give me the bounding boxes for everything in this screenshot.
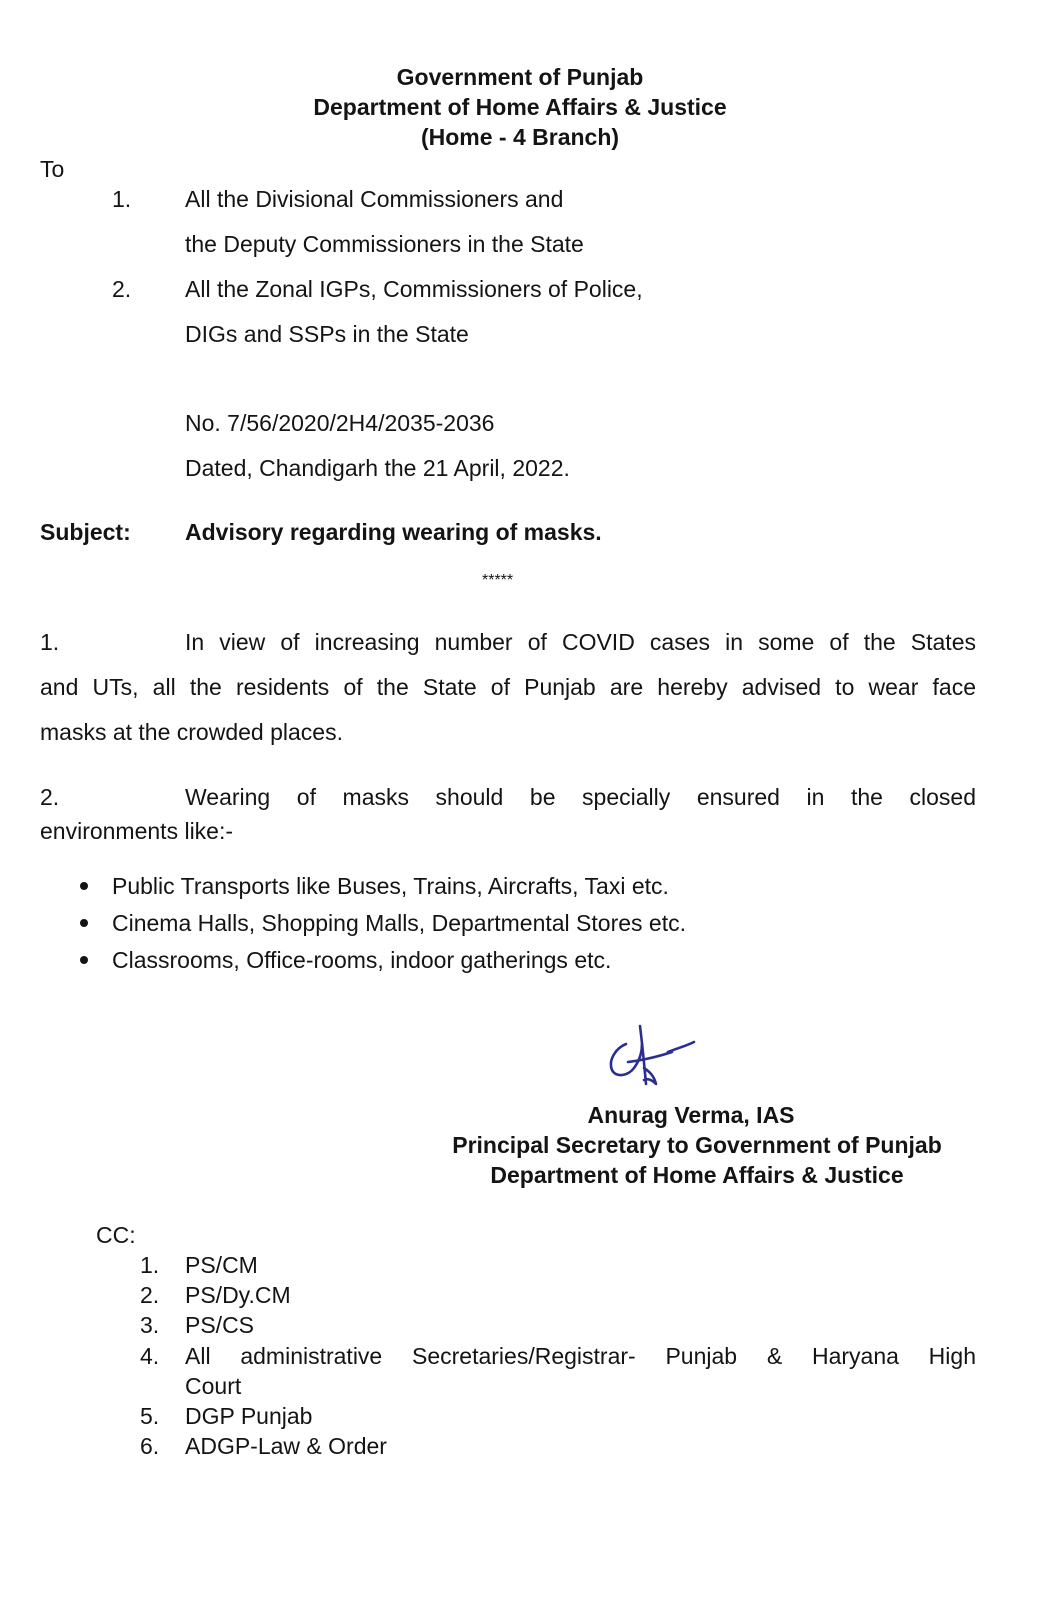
bullet-item: Classrooms, Office-rooms, indoor gatherings etc. <box>112 947 612 973</box>
cc-number: 2. <box>140 1282 160 1308</box>
cc-item: PS/CS <box>185 1312 255 1338</box>
recipient-number: 2. <box>112 276 132 302</box>
cc-item: ADGP-Law & Order <box>185 1433 387 1459</box>
recipient-line: All the Divisional Commissioners and <box>185 186 564 212</box>
paragraph-line: In view of increasing number of COVID cases in some of the States <box>185 629 976 655</box>
separator-stars: ***** <box>482 572 514 589</box>
bullet-dot <box>80 882 88 890</box>
reference-date: Dated, Chandigarh the 21 April, 2022. <box>185 455 570 481</box>
paragraph-number: 2. <box>40 784 60 810</box>
signatory-department: Department of Home Affairs & Justice <box>490 1162 904 1188</box>
bullet-dot <box>80 919 88 927</box>
to-label: To <box>40 156 65 182</box>
recipient-line: the Deputy Commissioners in the State <box>185 231 584 257</box>
cc-item: DGP Punjab <box>185 1403 313 1429</box>
cc-number: 3. <box>140 1312 160 1338</box>
bullet-item: Cinema Halls, Shopping Malls, Departmental Stores etc. <box>112 910 686 936</box>
subject-label: Subject: <box>40 519 131 545</box>
paragraph-line: and UTs, all the residents of the State of Punjab are hereby advised to wear face <box>40 674 976 700</box>
header-department: Department of Home Affairs & Justice <box>313 94 727 120</box>
subject-text: Advisory regarding wearing of masks. <box>185 519 602 545</box>
signatory-title: Principal Secretary to Government of Punjab <box>452 1132 942 1158</box>
cc-item-continuation: Court <box>185 1373 242 1399</box>
paragraph-number: 1. <box>40 629 60 655</box>
signatory-name: Anurag Verma, IAS <box>587 1102 795 1128</box>
recipient-number: 1. <box>112 186 132 212</box>
cc-number: 6. <box>140 1433 160 1459</box>
recipient-line: DIGs and SSPs in the State <box>185 321 469 347</box>
bullet-dot <box>80 956 88 964</box>
recipient-line: All the Zonal IGPs, Commissioners of Police, <box>185 276 643 302</box>
cc-number: 1. <box>140 1252 160 1278</box>
header-branch: (Home - 4 Branch) <box>420 124 620 150</box>
reference-number: No. 7/56/2020/2H4/2035-2036 <box>185 410 495 436</box>
cc-item: PS/Dy.CM <box>185 1282 291 1308</box>
cc-item: All administrative Secretaries/Registrar- Punjab & Haryana High <box>185 1343 976 1369</box>
cc-number: 4. <box>140 1343 160 1369</box>
cc-number: 5. <box>140 1403 160 1429</box>
bullet-item: Public Transports like Buses, Trains, Aircrafts, Taxi etc. <box>112 873 669 899</box>
header-government: Government of Punjab <box>396 64 644 90</box>
paragraph-line: masks at the crowded places. <box>40 719 343 745</box>
handwritten-signature <box>598 1018 708 1094</box>
paragraph-line: environments like:- <box>40 818 234 844</box>
paragraph-line: Wearing of masks should be specially ensured in the closed <box>185 784 976 810</box>
cc-label: CC: <box>96 1222 136 1248</box>
cc-item: PS/CM <box>185 1252 258 1278</box>
